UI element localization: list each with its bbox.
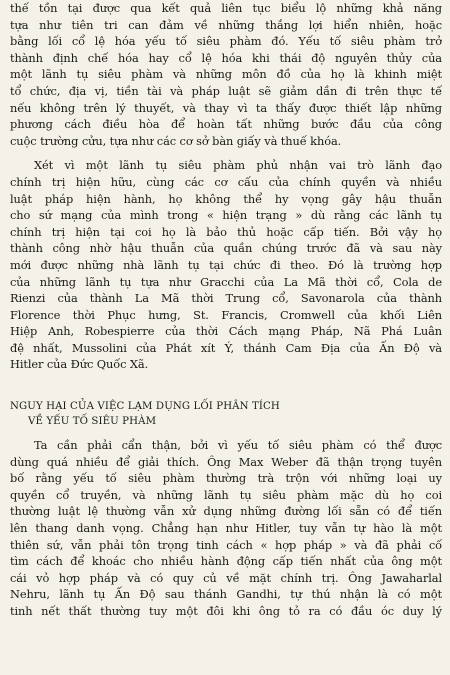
text-line: dùng quá nhiều để giải thích. Ông Max Weber đã thận trọng tuyên [10,454,442,469]
text-line: cuộc trường cửu, tựa như các cơ sở bàn giấy và thuế khóa. [10,133,342,148]
text-line: Hiệp Anh, Robespierre của thời Cách mạng Pháp, Nã Phá Luân [10,324,442,339]
text-line: phương cách điều hòa để hoàn tất những bước đầu của công [10,117,442,132]
text-line: Nehru, lãnh tụ Ấn Độ sau thánh Gandhi, tự thú nhận là có một [10,587,442,602]
text-line: Ta cần phải cẩn thận, bởi vì yếu tố siêu phàm có thể được [34,438,442,453]
text-line: nếu không trên lý thuyết, và thay vì ta thấy được thiết lập những [10,100,442,115]
section-misuse-of-charisma [10,399,442,620]
section-subheading: VỀ YẾU TỐ SIÊU PHÀM [28,416,157,428]
text-line: Rienzi của thành La Mã thời Trung cổ, Savonarola của thành [10,291,442,306]
text-line: thường luật lệ thường vẫn xử dụng những đường lối sẵn có để tiến [10,504,442,519]
text-line: bố rằng yếu tố siêu phàm thường trà trộn với những loại uy [10,471,442,486]
section-heading: NGUY HẠI CỦA VIỆC LẠM DỤNG LỐI PHÂN TÍCH [10,401,280,413]
text-line: tinh nết thất thường tuy một đôi khi ông tỏ ra có đầu óc duy lý [10,604,442,618]
text-line: thế tồn tại được qua kết quả liên tục biểu lộ những khả năng [10,1,442,15]
heading-gap [10,429,442,437]
text-line: thành công nhờ hậu thuẫn của quần chúng trước đã và sau này [10,241,442,256]
text-line: cho sứ mạng của mình trong « hiện trạng » dù rằng các lãnh tụ [10,208,442,223]
text-line: đệ nhất, Mussolini của Phát xít Ý, thánh Cam Địa của Ấn Độ và [10,340,442,355]
text-line: cái vỏ hợp pháp và có quy củ về mặt chính trị. Ông Jawaharlal [10,570,442,585]
text-line: mới được những nhà lãnh tụ tại chức đi theo. Đó là trường hợp [10,257,442,272]
text-line: chính trị hiện tại coi họ là bảo thủ hoặc cấp tiến. Bởi vậy họ [10,224,442,239]
text-line: tổ chức, địa vị, tiền tài và pháp luật sẽ giảm dần đi trên thực tế [10,83,442,98]
paragraph-3 [10,437,442,620]
text-line: một lãnh tụ siêu phàm và những môn đồ của họ là khinh miệt [10,67,442,82]
text-line: tựa như tiên tri can đảm về những thắng lợi hiển nhiên, hoặc [10,17,442,32]
text-line: thiên sứ, vẫn phải tôn trọng tinh cách « hợp pháp » và đã phải cố [10,537,442,552]
text-line: thành định chế hóa hay cổ lệ hóa khi thái độ nguyên thủy của [10,50,442,65]
text-line: chính trị hiện hữu, cùng các cơ cấu của chính quyền và nhiều [10,174,442,189]
paragraph-gap [10,149,442,157]
paragraph-2 [10,157,442,373]
text-line: tìm cách để khoác cho nhiều hành động cấp tiến nhất của ông một [10,554,442,569]
text-line: Xét vì một lãnh tụ siêu phàm phủ nhận vai trò lãnh đạo [34,158,442,173]
paragraph-1 [10,0,442,149]
section-gap [10,373,442,399]
text-line: Hitler của Đức Quốc Xã. [10,357,149,372]
text-line: lên thang danh vọng. Chẳng hạn như Hitler, tuy vẫn tự hào là một [10,521,442,536]
text-line: quyền cổ truyền, và những lãnh tụ siêu phàm mặc dù họ coi [10,487,442,502]
text-line: của những lãnh tụ tựa như Gracchi của La Mã thời cổ, Cola de [10,274,442,289]
text-line: luật pháp hiện hành, họ không thể hy vọng gây hậu thuẫn [10,191,442,206]
text-line: Florence thời Phục hưng, St. Francis, Cromwell của khối Liên [10,307,442,322]
text-line: bằng lối cổ lệ hóa yếu tố siêu phàm đó. Yếu tố siêu phàm trở [10,34,442,49]
